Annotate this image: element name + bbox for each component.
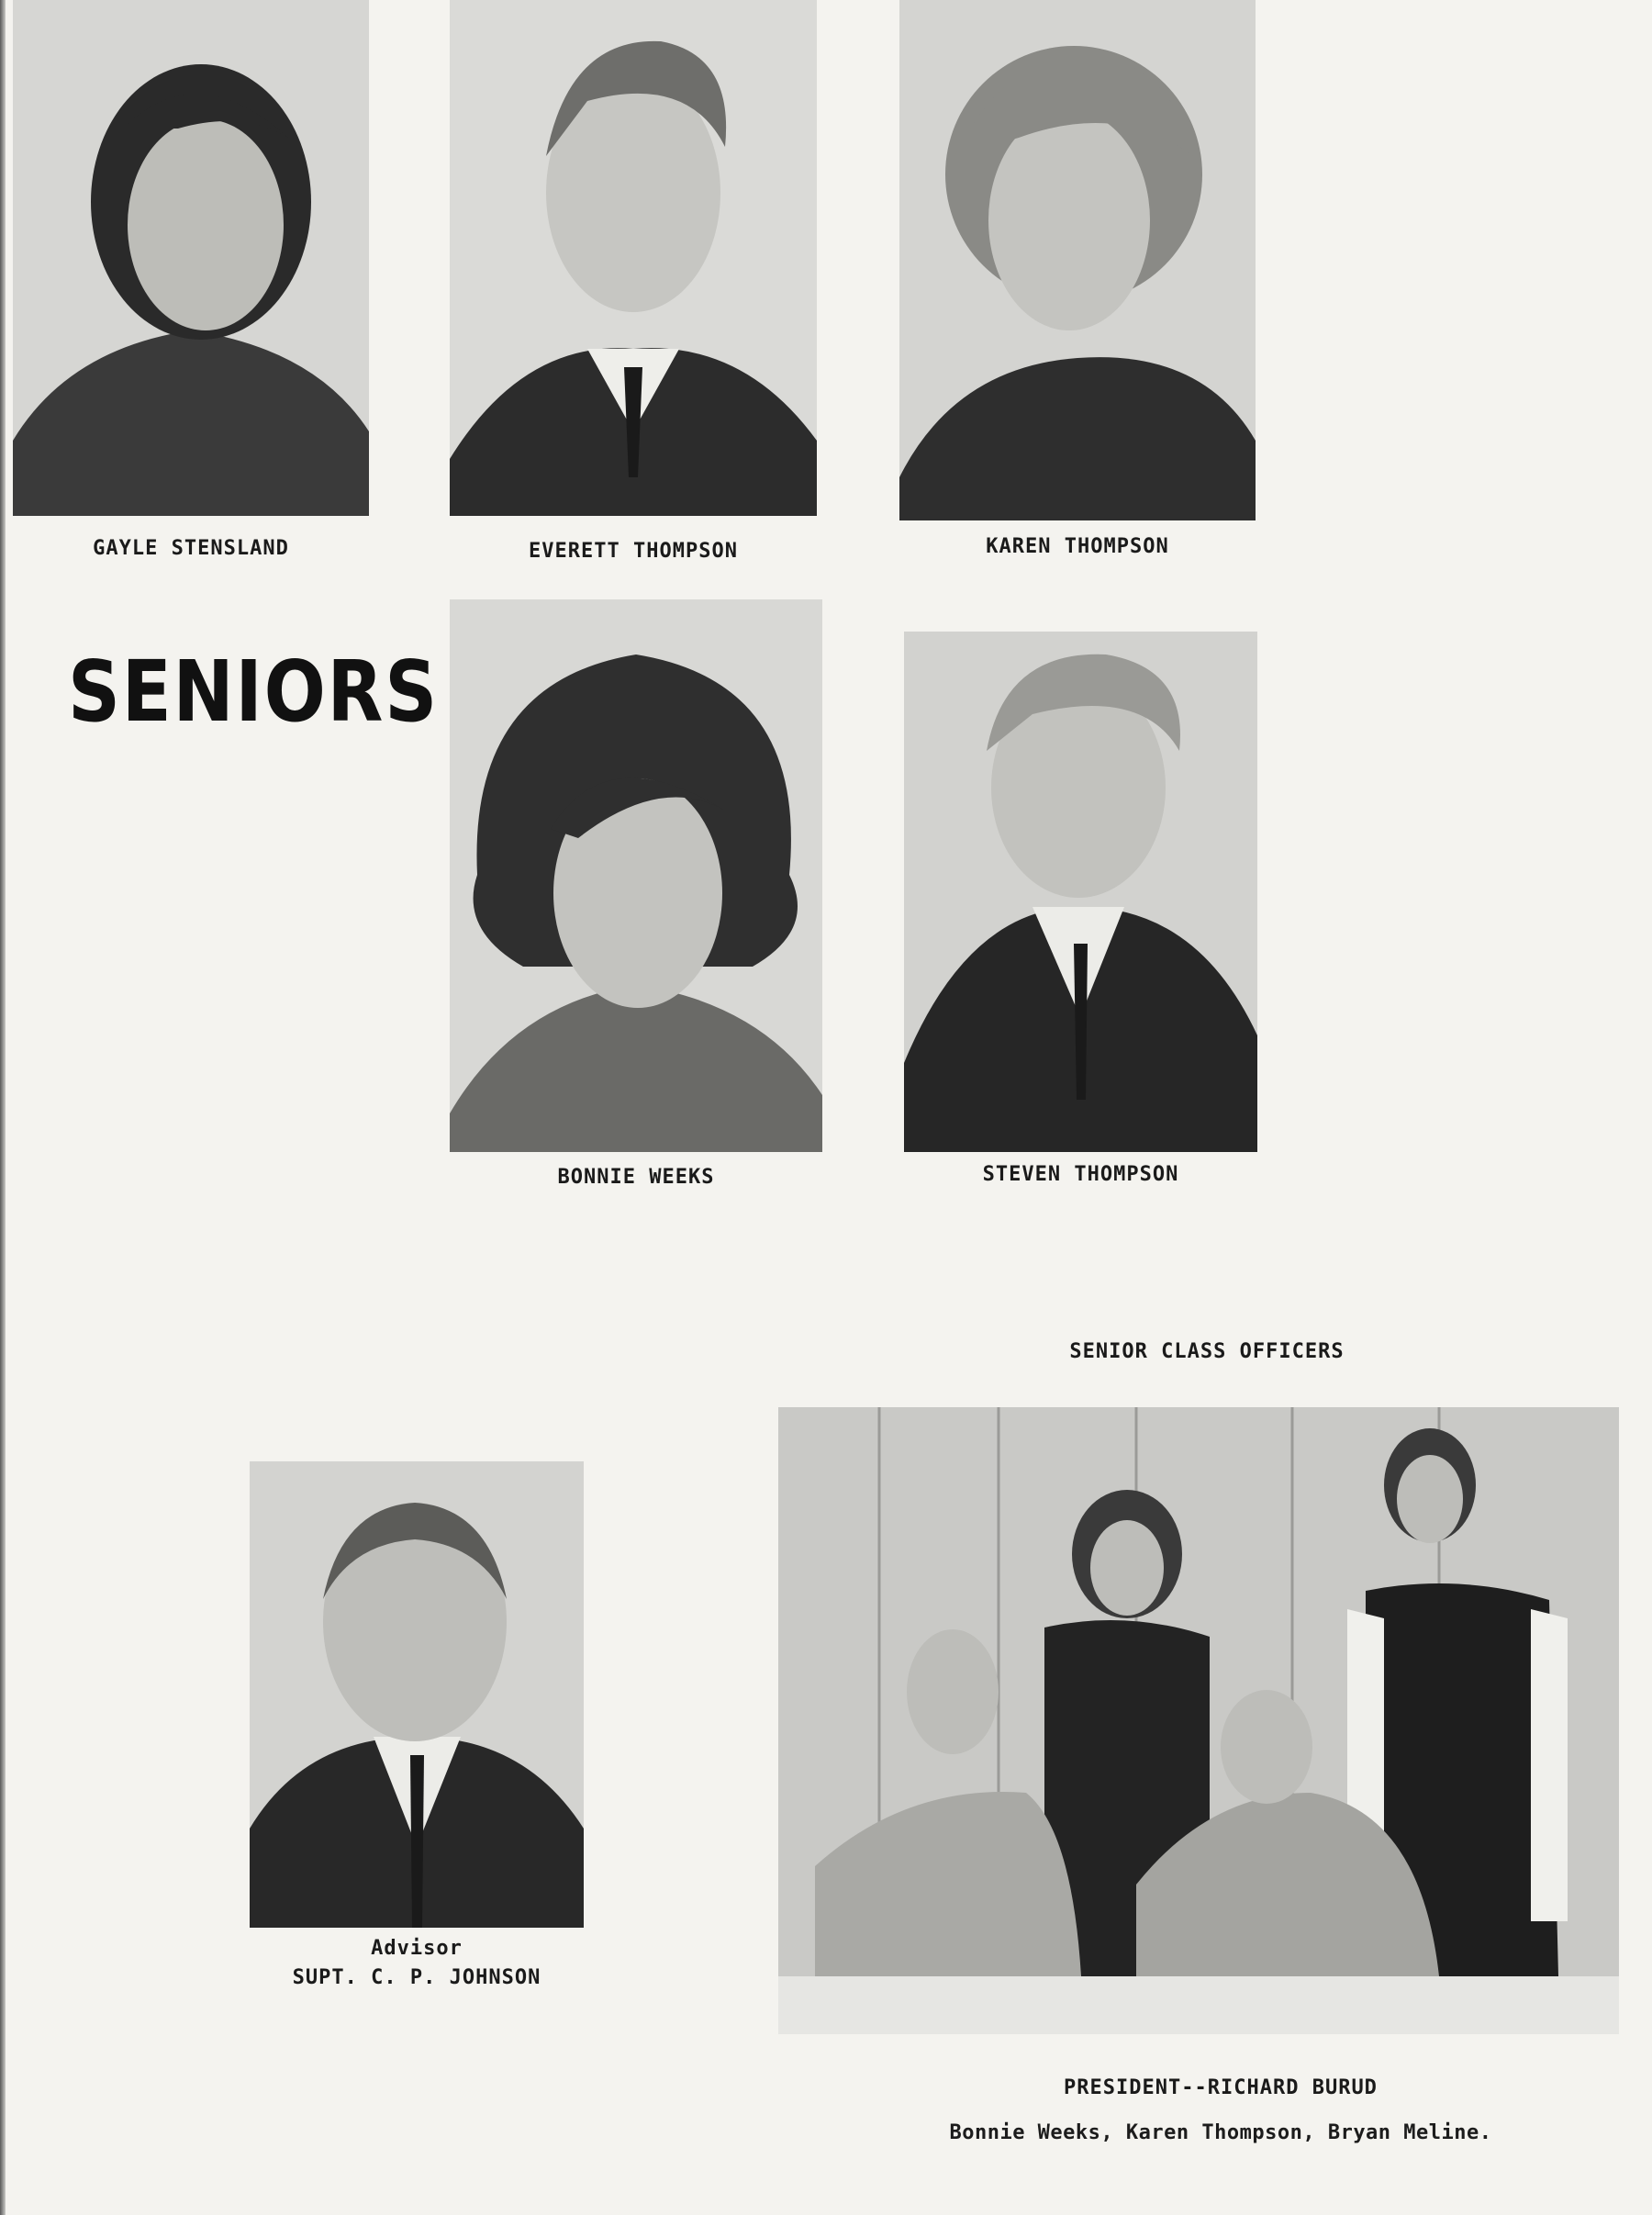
- advisor-name: SUPT. C. P. JOHNSON: [292, 1966, 541, 1989]
- officers-member-list: Bonnie Weeks, Karen Thompson, Bryan Meline.: [949, 2121, 1492, 2144]
- portrait-caption: STEVEN THOMPSON: [982, 1163, 1179, 1186]
- advisor-photo: [250, 1461, 584, 1928]
- portrait-caption: EVERETT THOMPSON: [529, 540, 738, 563]
- portrait-caption: KAREN THOMPSON: [986, 535, 1169, 558]
- officers-group-photo: [778, 1407, 1619, 2034]
- advisor-title: Advisor: [371, 1937, 463, 1960]
- portrait-caption: GAYLE STENSLAND: [93, 537, 289, 560]
- officers-president: PRESIDENT--RICHARD BURUD: [1064, 2076, 1378, 2099]
- portrait-caption: BONNIE WEEKS: [557, 1166, 715, 1189]
- portrait-photo-bonnie-weeks: [450, 599, 822, 1152]
- officers-heading: SENIOR CLASS OFFICERS: [1069, 1340, 1345, 1363]
- portrait-photo-karen-thompson: [899, 0, 1256, 520]
- portrait-photo-everett-thompson: [450, 0, 817, 516]
- page-binding-edge: [0, 0, 6, 2215]
- portrait-photo-gayle-stensland: [13, 0, 369, 516]
- section-title: SENIORS: [68, 643, 439, 741]
- portrait-photo-steven-thompson: [904, 632, 1257, 1152]
